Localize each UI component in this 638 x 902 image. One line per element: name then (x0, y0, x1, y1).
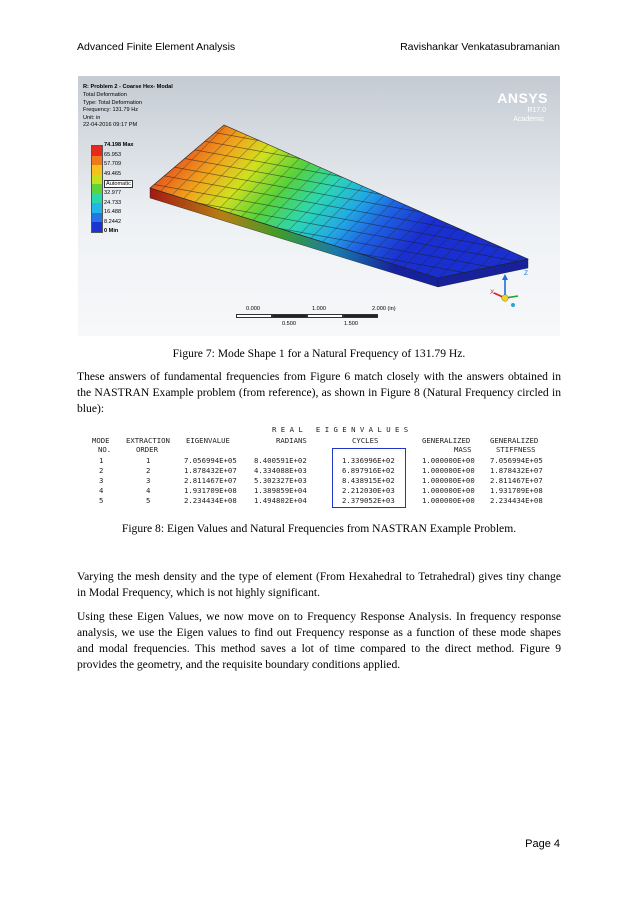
table-cell: 1.878432E+07 (490, 466, 543, 475)
legend-label: 74.198 Max (104, 142, 134, 148)
table-cell: 1.000000E+00 (422, 476, 475, 485)
scale-2: 2.000 (in) (372, 306, 396, 312)
table-cell: 6.897916E+02 (342, 466, 395, 475)
table-cell: 1.000000E+00 (422, 496, 475, 505)
table-cell: 1.000000E+00 (422, 466, 475, 475)
header-right: Ravishankar Venkatasubramanian (400, 41, 560, 53)
table-cell: 5 (146, 496, 151, 505)
table-cell: 1.494802E+04 (254, 496, 307, 505)
legend-label: 0 Min (104, 228, 119, 235)
ansys-info-line: Total Deformation (83, 92, 127, 98)
table-header-cell: CYCLES (352, 436, 379, 445)
table-header-cell: GENERALIZED (490, 436, 539, 445)
table-cell: 1.389859E+04 (254, 486, 307, 495)
table-header-cell: MODE (92, 436, 110, 445)
table-cell: 5 (99, 496, 104, 505)
paragraph-1: These answers of fundamental frequencies from Figure 6 match closely with the answers obtained in the NASTRAN Example problem (from reference), as shown in Figure 8 (Natural Frequency circled in blue): (77, 370, 561, 415)
table-cell: 2.379052E+03 (342, 496, 395, 505)
table-cell: 1.878432E+07 (184, 466, 237, 475)
table-banner: R E A L E I G E N V A L U E S (272, 425, 409, 434)
triad-z-label: Z (524, 270, 528, 277)
legend-label: 16.488 (104, 209, 122, 216)
paragraph-2: Varying the mesh density and the type of element (From Hexahedral to Tetrahedral) gives tiny change in Modal Frequency, which is not highly significant. (77, 570, 561, 599)
table-cell: 1 (99, 456, 104, 465)
paragraph-3: Using these Eigen Values, we now move on to Frequency Response Analysis. In frequency response analysis, we use the Eigen values to find out Frequency response as a function of these mode shapes and modal frequencies. This method saves a lot of time compared to the direct method. Figure 9 provides the geometry, and the requisite boundary conditions applied. (77, 610, 561, 671)
table-header-cell: GENERALIZED (422, 436, 471, 445)
table-header-cell: ORDER (136, 445, 158, 454)
table-cell: 1 (146, 456, 151, 465)
table-header-cell: EXTRACTION (126, 436, 170, 445)
scale-1-5: 1.500 (344, 321, 358, 327)
ansys-info-line: 22-04-2016 09:17 PM (83, 122, 138, 129)
table-cell: 2.811467E+07 (184, 476, 237, 485)
ansys-info-line: Unit: in (83, 114, 101, 121)
table-cell: 4 (146, 486, 151, 495)
table-cell: 3 (146, 476, 151, 485)
figure-8-eigenvalue-table (88, 425, 550, 509)
scale-bar (236, 314, 378, 318)
table-cell: 1.000000E+00 (422, 456, 475, 465)
table-cell: 3 (99, 476, 104, 485)
triad-x-label: X (490, 289, 495, 296)
header-left: Advanced Finite Element Analysis (77, 41, 236, 53)
table-cell: 2.811467E+07 (490, 476, 543, 485)
legend-label: 65.953 (104, 151, 122, 158)
scale-0-5: 0.500 (282, 321, 296, 327)
table-cell: 7.056994E+05 (490, 456, 543, 465)
table-cell: 5.302327E+03 (254, 476, 307, 485)
ansys-info-line: Frequency: 131.79 Hz (83, 107, 139, 114)
legend-label: 57.709 (104, 161, 122, 168)
legend-label: Automatic (106, 181, 131, 188)
legend-label: 8.2442 (104, 218, 122, 225)
table-cell: 7.056994E+05 (184, 456, 237, 465)
table-cell: 2 (146, 466, 151, 475)
table-header-cell: MASS (454, 445, 472, 454)
table-header-cell: EIGENVALUE (186, 436, 230, 445)
scale-1: 1.000 (312, 306, 326, 312)
table-cell: 8.400591E+02 (254, 456, 307, 465)
figure-7-caption: Figure 7: Mode Shape 1 for a Natural Frequency of 131.79 Hz. (172, 347, 466, 360)
figure-8-caption: Figure 8: Eigen Values and Natural Frequencies from NASTRAN Example Problem. (121, 522, 517, 535)
ansys-logo: ANSYS (497, 90, 548, 106)
legend-label: 49.465 (104, 170, 122, 177)
table-cell: 4 (99, 486, 104, 495)
axis-triad (480, 268, 530, 320)
table-header-cell: NO. (98, 445, 112, 454)
table-cell: 2.212030E+03 (342, 486, 395, 495)
ansys-edition: Academic (513, 116, 544, 123)
legend-label: 32.977 (104, 190, 122, 196)
ansys-info-line: Type: Total Deformation (83, 99, 142, 106)
table-cell: 8.438915E+02 (342, 476, 395, 485)
legend-label: 24.733 (104, 199, 122, 206)
ansys-title: R: Problem 2 - Coarse Hex- Modal (83, 84, 173, 90)
table-cell: 4.334088E+03 (254, 466, 307, 475)
figure-7-ansys-image (78, 76, 560, 336)
table-cell: 1.931709E+08 (184, 486, 237, 495)
table-cell: 2.234434E+08 (184, 496, 237, 505)
page-number: Page 4 (525, 838, 560, 850)
ansys-version: R17.0 (527, 107, 546, 114)
table-header-cell: STIFFNESS (496, 445, 536, 454)
table-cell: 1.336996E+02 (342, 456, 395, 465)
table-cell: 2 (99, 466, 104, 475)
table-cell: 1.931709E+08 (490, 486, 543, 495)
table-cell: 2.234434E+08 (490, 496, 543, 505)
table-header-cell: RADIANS (276, 436, 307, 445)
table-cell: 1.000000E+00 (422, 486, 475, 495)
scale-0: 0.000 (246, 306, 260, 312)
